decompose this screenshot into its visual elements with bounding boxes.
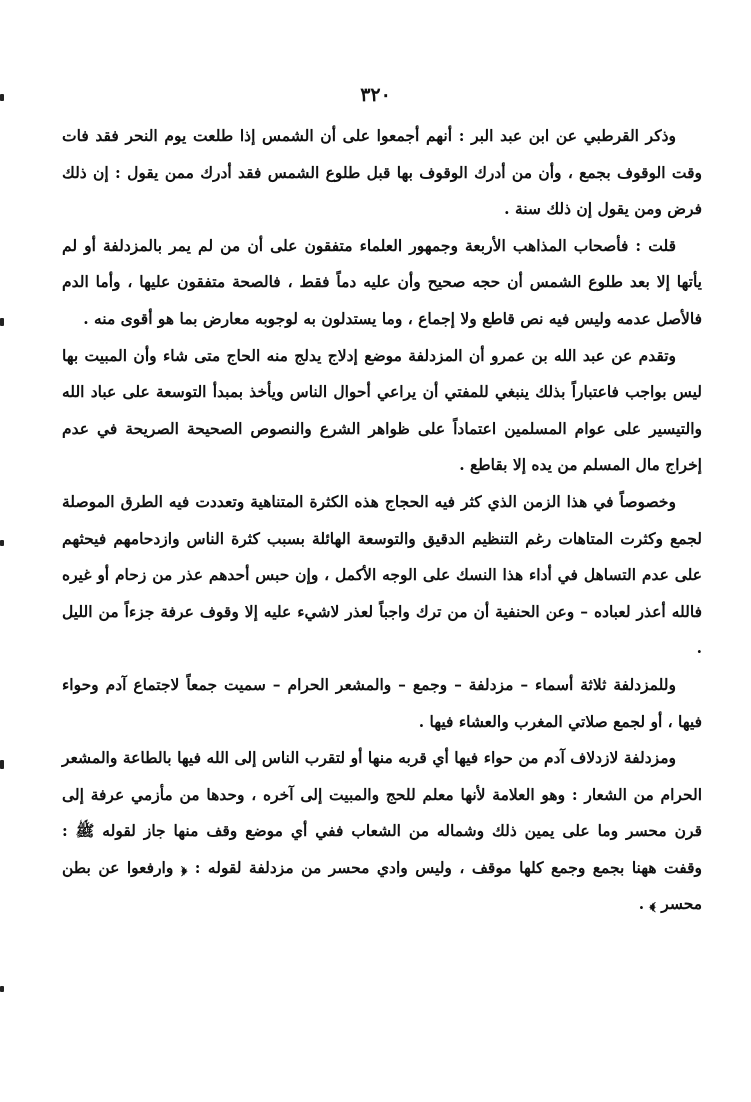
scan-edge-mark [0,540,4,546]
page-body [62,118,702,923]
page-number: ٣٢٠ [360,84,391,106]
scan-edge-mark [0,318,4,326]
paragraph-abdullah-ibn-amr: وتقدم عن عبد الله بن عمرو أن المزدلفة موضع إدلاج يدلج منه الحاج متى شاء وأن المبيت بها ليس بواجب فاعتباراً بذلك ينبغي للمفتي أن يراعي أحوال الناس ويأخذ بمبدأ التوسعة على عباد الله والتيسير على عوام المسلمين اعتماداً على ظواهر الشرع والنصوص الصحيحة الصريحة في عدم إخراج مال المسلم من يده إلا بقاطع . [62,345,702,475]
paragraph-modern-crowding: وخصوصاً في هذا الزمن الذي كثر فيه الحجاج هذه الكثرة المتناهية وتعددت فيه الطرق الموصلة لجمع وكثرت المتاهات رغم التنظيم الدقيق والتوسعة الهائلة بسبب كثرة الناس وازدحامهم فيحثهم على عدم التساهل في أداء هذا النسك على الوجه الأكمل ، وإن حبس أحدهم عذر من زحام أو غيره فالله أعذر لعباده – وعن الحنفية أن من ترك واجباً لعذر لاشيء عليه إلا وقوف عرفة جزءاً من الليل . [62,491,702,658]
paragraph-three-names: وللمزدلفة ثلاثة أسماء – مزدلفة – وجمع – والمشعر الحرام – سميت جمعاً لاجتماع آدم وحواء فيها ، أو لجمع صلاتي المغرب والعشاء فيها . [62,674,702,731]
scan-edge-mark [0,986,4,992]
paragraph-qurtubi-consensus: وذكر القرطبي عن ابن عبد البر : أنهم أجمعوا على أن الشمس إذا طلعت يوم النحر فقد فات وقت الوقوف بجمع ، وأن من أدرك الوقوف بها قبل طلوع الشمس فقد أدرك ممن يقول : إن ذلك فرض ومن يقول إن ذلك سنة . [62,126,702,219]
paragraph-muzdalifa-boundaries: ومزدلفة لازدلاف آدم من حواء فيها أي قربه منها أو لتقرب الناس إلى الله فيها بالطاعة والمشعر الحرام من الشعار : وهو العلامة لأنها معلم للحج والمبيت إلى آخره ، وحدها من مأزمي عرفة إلى قرن محسر وما على يمين ذلك وشماله من الشعاب ففي أي موضع وقف منها جاز لقوله ﷺ : وقفت ههنا بجمع وجمع كلها موقف ، وليس وادي محسر من مزدلفة لقوله : ﴿ وارفعوا عن بطن محسر ﴾ . [62,748,702,914]
scan-edge-mark [0,760,4,769]
paragraph-four-schools: قلت : فأصحاب المذاهب الأربعة وجمهور العلماء متفقون على أن من لم يمر بالمزدلفة أو لم يأتها إلا بعد طلوع الشمس أن حجه صحيح وأن عليه دماً فقط ، فالصحة متفقون عليها ، وأما الدم فالأصل عدمه وليس فيه نص قاطع ولا إجماع ، وما يستدلون به لوجوبه معارض بما هو أقوى منه . [62,235,702,328]
